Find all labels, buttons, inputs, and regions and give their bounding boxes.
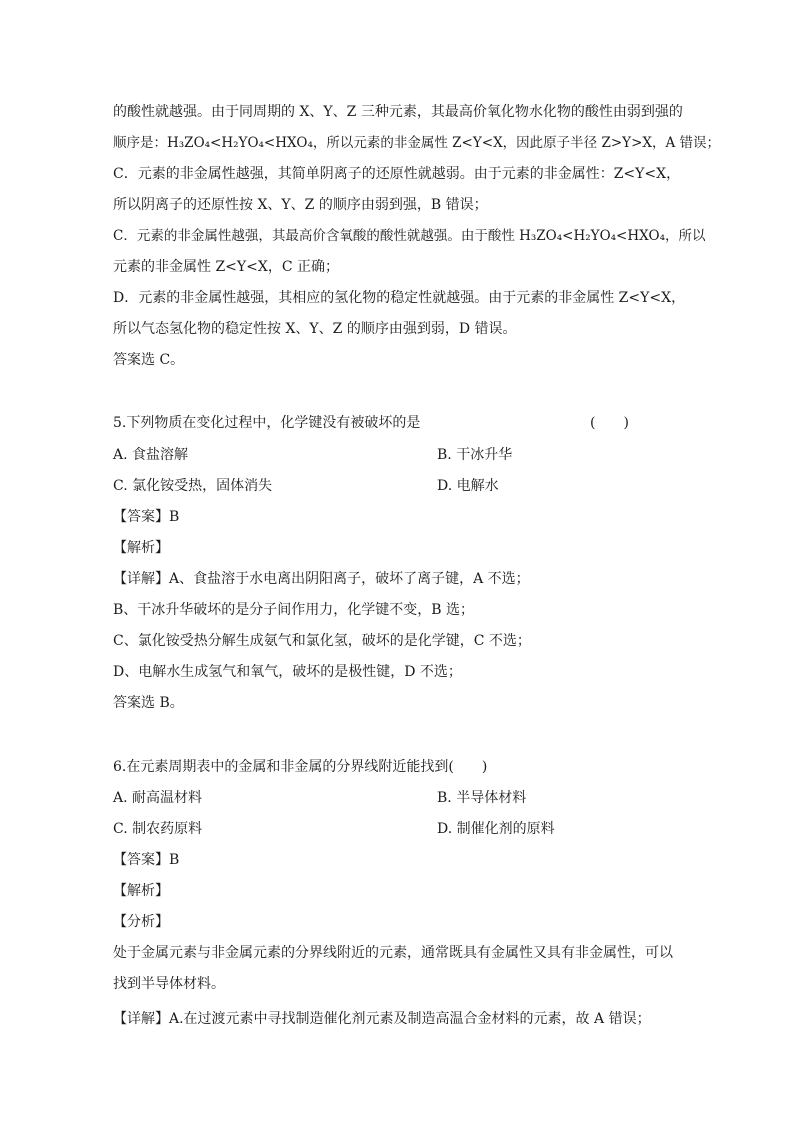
text-line: 所以气态氢化物的稳定性按 X、Y、Z 的顺序由强到弱，D 错误。 xyxy=(113,321,517,337)
question-6-stem: 6.在元素周期表中的金属和非金属的分界线附近能找到( ) xyxy=(113,759,488,775)
q5-detail-line: 答案选 B。 xyxy=(113,695,184,711)
q6-option-c: C. 制农药原料 xyxy=(113,821,203,837)
text-line: 元素的非金属性 Z<Y<X，C 正确； xyxy=(113,259,340,275)
q6-analysis-heading: 【解析】 xyxy=(113,883,169,899)
q6-fenxi-line: 找到半导体材料。 xyxy=(113,976,225,992)
q6-option-b: B. 半导体材料 xyxy=(437,790,527,806)
q6-fenxi-line: 处于金属元素与非金属元素的分界线附近的元素，通常既具有金属性又具有非金属性，可以 xyxy=(113,945,673,961)
q5-detail-line: D、电解水生成氢气和氧气，破坏的是极性键，D 不选； xyxy=(113,664,462,680)
q5-option-a: A. 食盐溶解 xyxy=(113,447,189,463)
answer-bracket: ( ) xyxy=(590,415,629,431)
q6-fenxi-heading: 【分析】 xyxy=(113,914,169,930)
text-line: C．元素的非金属性越强，其最高价含氧酸的酸性就越强。由于酸性 H₃ZO₄<H₂YO₄<HXO₄，所以 xyxy=(113,228,706,244)
q5-option-d: D. 电解水 xyxy=(437,478,499,494)
question-5-stem: 5.下列物质在变化过程中，化学键没有被破坏的是 xyxy=(113,415,421,431)
q5-detail-line: B、干冰升华破坏的是分子间作用力，化学键不变，B 选； xyxy=(113,602,475,618)
text-line: D．元素的非金属性越强，其相应的氢化物的稳定性就越强。由于元素的非金属性 Z<Y<X， xyxy=(113,290,686,306)
q5-analysis-heading: 【解析】 xyxy=(113,540,169,556)
text-line: 所以阴离子的还原性按 X、Y、Z 的顺序由弱到强，B 错误； xyxy=(113,197,488,213)
q6-answer: 【答案】B xyxy=(113,852,180,868)
q6-option-d: D. 制催化剂的原料 xyxy=(437,821,555,837)
text-line: 答案选 C。 xyxy=(113,352,185,368)
text-line: 的酸性就越强。由于同周期的 X、Y、Z 三种元素，其最高价氧化物水化物的酸性由弱到强的 xyxy=(113,104,683,120)
q5-answer: 【答案】B xyxy=(113,509,180,525)
text-line: C．元素的非金属性越强，其简单阴离子的还原性就越弱。由于元素的非金属性：Z<Y<X， xyxy=(113,166,681,182)
q6-option-a: A. 耐高温材料 xyxy=(113,790,203,806)
q5-detail-line: C、氯化铵受热分解生成氨气和氯化氢，破坏的是化学键，C 不选； xyxy=(113,633,531,649)
text-line: 顺序是：H₃ZO₄<H₂YO₄<HXO₄，所以元素的非金属性 Z<Y<X，因此原子半径 Z>Y>X，A 错误； xyxy=(113,135,721,151)
q6-detail-line: 【详解】A.在过渡元素中寻找制造催化剂元素及制造高温合金材料的元素，故 A 错误； xyxy=(113,1011,651,1027)
q5-option-b: B. 干冰升华 xyxy=(437,447,513,463)
q5-option-c: C. 氯化铵受热，固体消失 xyxy=(113,478,273,494)
q5-detail-line: 【详解】A、食盐溶于水电离出阴阳离子，破坏了离子键，A 不选； xyxy=(113,571,530,587)
